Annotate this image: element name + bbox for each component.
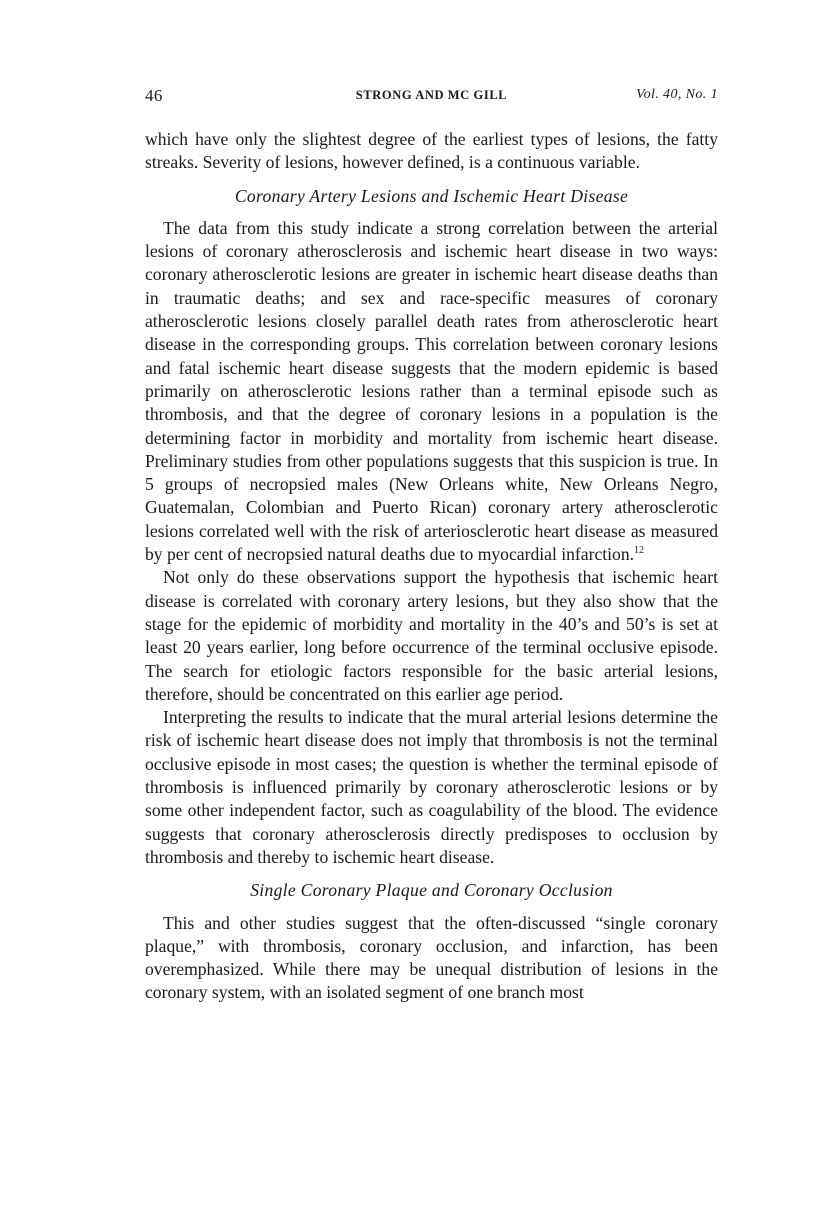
- page-number: 46: [145, 86, 163, 105]
- paragraph: This and other studies suggest that the often-discussed “single coronary plaque,” with thrombosis, coronary occlusion, and infarction, has been overemphasized. While there may be unequal distribution of lesions in the coronary system, with an isolated segment of one branch most: [145, 912, 718, 1003]
- article-body: [145, 128, 718, 1005]
- paragraph-text: The data from this study indicate a strong correlation between the arterial lesions of coronary atherosclerosis and ischemic heart disease in two ways: coronary atherosclerotic lesions are greater in ischemic heart disease deaths than in traumatic deaths; and sex and race-specific measures of coronary atherosclerotic lesions closely parallel death rates from atherosclerotic heart disease in the corresponding groups. This correlation between coronary lesions and fatal ischemic heart disease suggests that the modern epidemic is based primarily on atherosclerotic lesions rather than a terminal episode such as thrombosis, and that the degree of coronary lesions in a population is the determining factor in morbidity and mortality from ischemic heart disease. Preliminary studies from other populations suggests that this suspicion is true. In 5 groups of necropsied males (New Orleans white, New Orleans Negro, Guatemalan, Colombian and Puerto Rican) coronary artery atherosclerotic lesions correlated well with the risk of arteriosclerotic heart disease as measured by per cent of necropsied natural deaths due to myocardial infarction.: [145, 217, 718, 565]
- reference-marker[interactable]: 12: [634, 545, 645, 557]
- volume-issue: Vol. 40, No. 1: [636, 87, 718, 102]
- paragraph-continued: which have only the slightest degree of the earliest types of lesions, the fatty streaks. Severity of lesions, however defined, is a continuous variable.: [145, 129, 718, 173]
- paragraph: Not only do these observations support the hypothesis that ischemic heart disease is correlated with coronary artery lesions, but they also show that the stage for the epidemic of morbidity and mortality in the 40’s and 50’s is set at least 20 years earlier, long before occurrence of the terminal occlusive episode. The search for etiologic factors responsible for the basic arterial lesions, therefore, should be concentrated on this earlier age period.: [145, 567, 718, 704]
- paragraph: Interpreting the results to indicate that the mural arterial lesions determine the risk of ischemic heart disease does not imply that thrombosis is not the terminal occlusive episode in most cases; the question is whether the terminal episode of thrombosis is influenced primarily by coronary atherosclerotic lesions or by some other independent factor, such as coagulability of the blood. The evidence suggests that coronary atherosclerosis directly predisposes to occlusion by thrombosis and thereby to ischemic heart disease.: [145, 707, 718, 867]
- section-heading-coronary-lesions: Coronary Artery Lesions and Ischemic Heart Disease: [234, 185, 629, 206]
- paragraph: [145, 217, 718, 566]
- running-title: STRONG AND MC GILL: [355, 88, 508, 102]
- section-heading-single-plaque: Single Coronary Plaque and Coronary Occlusion: [250, 880, 613, 901]
- journal-page: [145, 86, 718, 1005]
- running-head: [145, 86, 718, 112]
